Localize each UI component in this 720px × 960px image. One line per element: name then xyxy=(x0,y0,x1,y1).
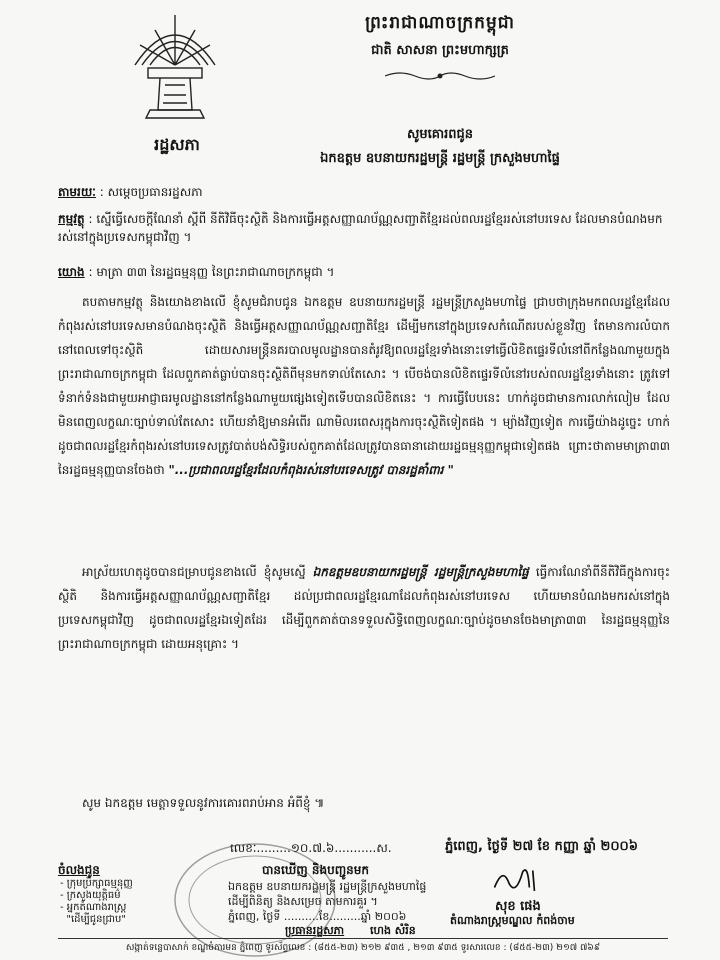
signer-name: សុខ ផេង xyxy=(495,899,541,914)
salutation: សូមគោរពជូន xyxy=(406,127,473,142)
ornament-divider-icon xyxy=(385,70,495,82)
copies-item: - ក្រសួងយុត្តិធម៌ xyxy=(60,890,121,901)
forward-heading: បានឃើញ និងបញ្ជូនមក xyxy=(262,863,370,877)
via-label: តាមរយៈ xyxy=(58,185,96,199)
via-field: តាមរយៈ : សម្តេចប្រធានរដ្ឋសភា xyxy=(58,185,203,199)
paragraph2-rest: ធ្វើការណែនាំពីនីតិវិធីក្នុងការចុះស្ថិតិ និងការធ្វើអត្តសញ្ញាណប័ណ្ណសញ្ជាតិខ្មែរ ដល់ប្រជាពលរដ្ឋខ្មែរណាដែលកំពុងរស់នៅបរទេស ហើយមានបំណងមករស់នៅក្នុងប្រទេសកម្ពុជាវិញ ដូចជាពលរដ្ឋខ្មែរឯទៀតដែរ ដើម្បីពួកគាត់បានទទួលសិទ្ធិពេញលក្ខណៈច្បាប់ដូចមានចែងមាត្រា៣៣ នៃរដ្ឋធម្មនុញ្ញនៃព្រះរាជាណាចក្រកម្ពុជា ដោយអនុគ្រោះ ។ xyxy=(58,565,670,651)
mp-signature-icon xyxy=(490,862,550,896)
copies-list xyxy=(60,878,133,926)
institution-name: រដ្ឋសភា xyxy=(154,135,200,154)
subject-value: ស្នើធ្វើសេចក្តីណែនាំ ស្តីពី នីតិវិធីចុះស្ថិតិ និងការធ្វើអត្តសញ្ញាណប័ណ្ណសញ្ជាតិខ្មែរដល់ពលរដ្ឋខ្មែររស់នៅបរទេស ដែលមានបំណងមករស់នៅក្នុងប្រទេសកម្ពុជាវិញ ។ xyxy=(58,212,663,244)
via-value: សម្តេចប្រធានរដ្ឋសភា xyxy=(107,185,203,199)
copies-item: "ដើម្បីជូនជ្រាប" xyxy=(66,914,126,925)
copies-item: - អ្នកតំណាងរាស្ត្រ xyxy=(60,902,127,913)
kingdom-title: ព្រះរាជាណាចក្រកម្ពុជា xyxy=(365,13,515,33)
signer-title: តំណាងរាស្ត្រមណ្ឌល កំពង់ចាម xyxy=(450,914,575,927)
forward-line-2: ដើម្បីពិនិត្យ និងសម្រេច តាមការគួរ ។ xyxy=(228,895,378,908)
paragraph2-lead: អាស្រ័យហេតុដូចបានជម្រាបជូនខាងលើ ខ្ញុំសូមស្នើ xyxy=(82,565,306,579)
subject-label: កម្មវត្ថុ xyxy=(58,212,85,226)
senate-emblem-icon xyxy=(120,10,230,130)
paragraph2-emphasis: ឯកឧត្តមឧបនាយករដ្ឋមន្ត្រី រដ្ឋមន្ត្រីក្រសួងមហាផ្ទៃ xyxy=(312,565,529,579)
copies-item: - ក្រុមប្រឹក្សាធម្មនុញ្ញ xyxy=(60,878,133,889)
recipient-line: ឯកឧត្តម ឧបនាយករដ្ឋមន្ត្រី រដ្ឋមន្ត្រី ក្រសួងមហាផ្ទៃ xyxy=(320,151,560,166)
signing-date: ភ្នំពេញ, ថ្ងៃទី ២៧ ខែ កញ្ញា ឆ្នាំ ២០០៦ xyxy=(445,839,638,854)
president-title: ប្រធានរដ្ឋសភា xyxy=(285,924,345,937)
national-motto: ជាតិ សាសនា ព្រះមហាក្សត្រ xyxy=(371,43,509,58)
footer-address: សង្កាត់ទន្លេបាសាក់ ខណ្ឌចំការមន ភ្នំពេញ ទូរស័ព្ទលេខ : (៨៥៥-២៣) ២១២ ៩៣៥ , ២១៣ ៩៣៥ ទូរសារលេខ : (៨៥៥-២៣) ២១៧ ៧៦៩ xyxy=(125,943,601,953)
president-name: ហេង សំរិន xyxy=(370,924,416,937)
body-paragraph-2 xyxy=(58,560,670,656)
letter-number: លេខៈ.........១០.៧.៦...........ស. xyxy=(230,841,392,855)
paragraph1-text: តបតាមកម្មវត្ថុ និងយោងខាងលើ ខ្ញុំសូមជំរាបជូន ឯកឧត្តម ឧបនាយករដ្ឋមន្ត្រី រដ្ឋមន្ត្រីក្រសួងមហាផ្ទៃ ជ្រាបថាក្រុងមកពលរដ្ឋខ្មែរដែលកំពុងរស់នៅបរទេសមានបំណងចុះស្ថិតិ និងធ្វើអត្តសញ្ញាណប័ណ្ណសញ្ជាតិខ្មែរ ដើម្បីមកនៅក្នុងប្រទេសកំណើតរបស់ខ្លួនវិញ តែមានការលំបាកនៅពេលទៅចុះស្ថិតិ ដោយសារមន្ត្រីនគរបាលមូលដ្ឋានបានតំរូវឱ្យពលរដ្ឋខ្មែរទាំងនោះទៅធ្វើលិខិតផ្ទេរទីលំនៅពីកន្លែងណាមួយក្នុងព្រះរាជាណាចក្រកម្ពុជា ដែលពួកគាត់ធ្លាប់បានចុះស្ថិតិពីមុនមកទាល់តែសោះ ។ បើចង់បានលិខិតផ្ទេរទីលំនៅរបស់ពលរដ្ឋខ្មែរទាំងនោះ ត្រូវទៅទំនាក់ទំនងជាមួយអាជ្ញាធរមូលដ្ឋាននៅកន្លែងណាមួយផ្សេងទៀតទើបបានលិខិតនេះ ។ ការធ្វើបែបនេះ ហាក់ដូចជាមានការលាក់លៀម ដែលមិនពេញលក្ខណៈច្បាប់ទាល់តែសោះ ហើយនាំឱ្យមានអំពើរ ណាមិលរពេសរុក្នុងការចុះស្ថិតិទៀតផង ។ ម្យ៉ាងវិញទៀត ការធ្វើយ៉ាងដូច្នេះ ហាក់ដូចជាពលរដ្ឋខ្មែរកំពុងរស់នៅបរទេសត្រូវបាត់បង់សិទ្ធិរបស់ពួកគាត់ដែលត្រូវបានធានាដោយរដ្ឋធម្មនុញ្ញកម្ពុជាទៀតផង ព្រោះថាតាមមាត្រា៣៣ នៃរដ្ឋធម្មនុញ្ញបានចែងថា xyxy=(58,295,670,477)
reference-value: មាត្រា ៣៣ នៃរដ្ឋធម្មនុញ្ញ នៃព្រះរាជាណាចក្រកម្ពុជា ។ xyxy=(96,265,335,279)
footer-divider xyxy=(58,938,668,939)
constitution-quote: "...ប្រជាពលរដ្ឋខ្មែរដែលកំពុងរស់នៅបរទេសត្រូវ បានរដ្ឋគាំពារ " xyxy=(168,463,454,477)
forward-line-3: ភ្នំពេញ, ថ្ងៃទី ..........ខែ.........ឆ្នាំ ២០០៦ xyxy=(228,910,407,923)
reference-label: យោង xyxy=(58,265,85,279)
body-paragraph-1 xyxy=(58,290,670,482)
copies-heading: ចំលងជូន xyxy=(58,863,100,877)
subject-field: កម្មវត្ថុ : ស្នើធ្វើសេចក្តីណែនាំ ស្តីពី នីតិវិធីចុះស្ថិតិ និងការធ្វើអត្តសញ្ញាណប័ណ្ណសញ្ជាតិខ្មែរដល់ពលរដ្ឋខ្មែររស់នៅបរទេស ដែលមានបំណងមករស់នៅក្នុងប្រទេសកម្ពុជាវិញ ។ xyxy=(58,212,663,244)
reference-field: យោង : មាត្រា ៣៣ នៃរដ្ឋធម្មនុញ្ញ នៃព្រះរាជាណាចក្រកម្ពុជា ។ xyxy=(58,265,335,279)
forward-line-1: ឯកឧត្តម ឧបនាយករដ្ឋមន្ត្រី រដ្ឋមន្ត្រីក្រសួងមហាផ្ទៃ xyxy=(228,880,427,893)
closing-line: សូម ឯកឧត្តម មេត្តាទទួលនូវការគោរពរាប់អាន អំពីខ្ញុំ ៕ xyxy=(82,796,325,810)
